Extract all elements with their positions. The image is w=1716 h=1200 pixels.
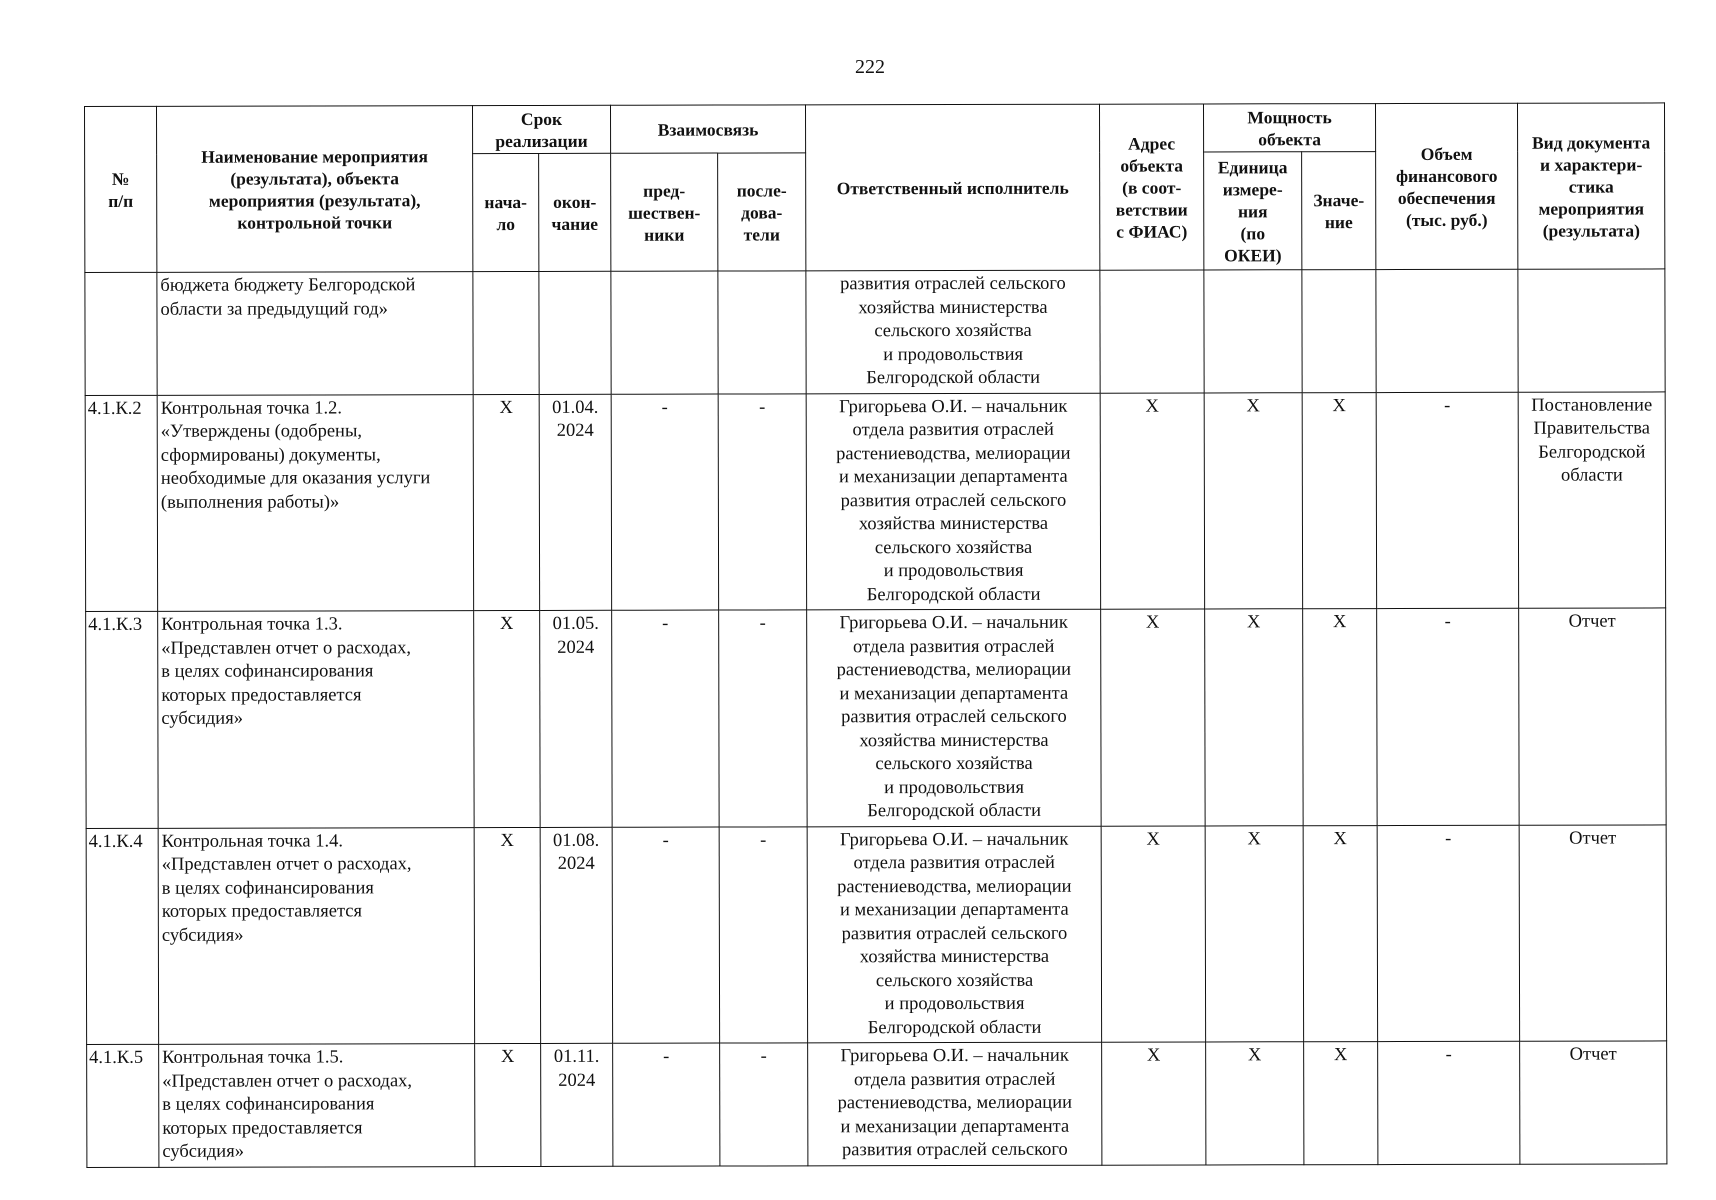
header-num: № п/п (85, 106, 157, 272)
page-number: 222 (855, 56, 885, 78)
row-name: Контрольная точка 1.4. «Представлен отчет о расходах, в целях софинансирования которых предоставляется субсидия» (158, 827, 474, 1044)
row-num: 4.1.К.4 (86, 828, 158, 1045)
row-doc-type: Отчет (1519, 824, 1666, 1041)
row-start: X (475, 1043, 541, 1166)
row-responsible: Григорьева О.И. – начальник отдела развития отраслей растениеводства, мелиорации и механизации департамента развития отраслей сельского (808, 1042, 1102, 1165)
header-successors: после- дова- тели (718, 153, 806, 271)
row-name: Контрольная точка 1.5. «Представлен отчет о расходах, в целях софинансирования которых предоставляется субсидия» (159, 1044, 475, 1167)
row-predecessors: - (611, 394, 718, 611)
table-row (86, 824, 1667, 1044)
row-successors: - (720, 1043, 808, 1166)
header-predecessors: пред- шествен- ники (611, 153, 718, 271)
row-predecessors: - (612, 827, 719, 1044)
row-doc-type: Постановление Правительства Белгородской области (1518, 391, 1665, 608)
row-name: Контрольная точка 1.2. «Утверждены (одобрены, сформированы) документы, необходимые для оказания услуги (выполнения работы)» (157, 394, 473, 611)
table-row (85, 391, 1666, 611)
row-unit: X (1205, 609, 1303, 826)
row-successors: - (719, 610, 808, 827)
header-doc-type: Вид документа и характери- стика мероприятия (результата) (1518, 103, 1665, 269)
row-successors: - (718, 393, 807, 610)
row-doc-type: Отчет (1520, 1041, 1667, 1164)
row-value: X (1303, 825, 1378, 1042)
row-predecessors: - (612, 610, 719, 827)
header-unit: Единица измере- ния (по ОКЕИ) (1204, 152, 1302, 270)
row-predecessors (611, 271, 718, 394)
row-address: X (1101, 609, 1205, 826)
row-start (473, 271, 539, 394)
header-responsible: Ответственный исполнитель (806, 104, 1100, 271)
row-end (539, 271, 611, 394)
row-address: X (1100, 392, 1204, 609)
row-end: 01.04. 2024 (539, 394, 611, 611)
row-responsible: развития отраслей сельского хозяйства министерства сельского хозяйства и продовольствия Белгородской области (806, 270, 1100, 393)
row-funding: - (1378, 1041, 1520, 1164)
row-responsible: Григорьева О.И. – начальник отдела развития отраслей растениеводства, мелиорации и механизации департамента развития отраслей сельского хозяйства министерства сельского хозяйства и продовольствия Белгородской области (807, 609, 1101, 826)
row-funding: - (1376, 392, 1518, 609)
row-end: 01.08. 2024 (540, 827, 612, 1044)
header-address: Адрес объекта (в соот- ветствии с ФИАС) (1100, 104, 1204, 270)
row-funding: - (1377, 608, 1519, 825)
header-funding: Объем финансового обеспечения (тыс. руб.) (1376, 103, 1518, 269)
row-successors (718, 271, 806, 394)
row-num: 4.1.К.5 (87, 1044, 159, 1167)
row-num: 4.1.К.2 (85, 395, 157, 612)
row-responsible: Григорьева О.И. – начальник отдела развития отраслей растениеводства, мелиорации и механизации департамента развития отраслей сельского хозяйства министерства сельского хозяйства и продовольствия Белгородской области (807, 826, 1101, 1043)
row-end: 01.05. 2024 (540, 610, 612, 827)
row-address: X (1101, 825, 1205, 1042)
header-deadline: Срок реализации (473, 105, 611, 153)
header-relation: Взаимосвязь (610, 105, 805, 153)
row-value: X (1302, 392, 1377, 609)
row-start: X (474, 610, 540, 827)
table-row (86, 608, 1667, 828)
header-value: Значе- ние (1302, 152, 1376, 270)
row-unit: X (1206, 1042, 1304, 1165)
header-start: нача- ло (473, 153, 539, 271)
row-address: X (1102, 1042, 1206, 1165)
row-num (85, 272, 157, 395)
header-end: окон- чание (539, 153, 611, 271)
row-start: X (473, 394, 539, 611)
row-doc-type (1518, 269, 1665, 392)
table-row (85, 269, 1665, 395)
row-predecessors: - (613, 1043, 720, 1166)
row-successors: - (719, 826, 808, 1043)
row-name: бюджета бюджету Белгородской области за предыдущий год» (157, 272, 473, 395)
row-funding: - (1377, 825, 1519, 1042)
row-unit (1204, 270, 1302, 393)
row-address (1100, 270, 1204, 393)
row-unit: X (1205, 825, 1303, 1042)
header-capacity: Мощность объекта (1204, 104, 1376, 152)
row-value: X (1304, 1042, 1378, 1165)
header-name: Наименование мероприятия (результата), объекта мероприятия (результата), контрольной точки (157, 106, 473, 273)
row-value (1302, 270, 1376, 393)
row-end: 01.11. 2024 (541, 1043, 613, 1166)
plan-table (84, 102, 1667, 1167)
row-doc-type: Отчет (1519, 608, 1666, 825)
table-row (87, 1041, 1667, 1167)
row-start: X (474, 827, 540, 1044)
row-responsible: Григорьева О.И. – начальник отдела развития отраслей растениеводства, мелиорации и механизации департамента развития отраслей сельского хозяйства министерства сельского хозяйства и продовольствия Белгородской области (806, 393, 1100, 610)
row-funding (1376, 269, 1518, 392)
row-unit: X (1204, 392, 1302, 609)
row-value: X (1303, 609, 1378, 826)
row-num: 4.1.К.3 (86, 611, 158, 828)
row-name: Контрольная точка 1.3. «Представлен отчет о расходах, в целях софинансирования которых предоставляется субсидия» (158, 611, 474, 828)
